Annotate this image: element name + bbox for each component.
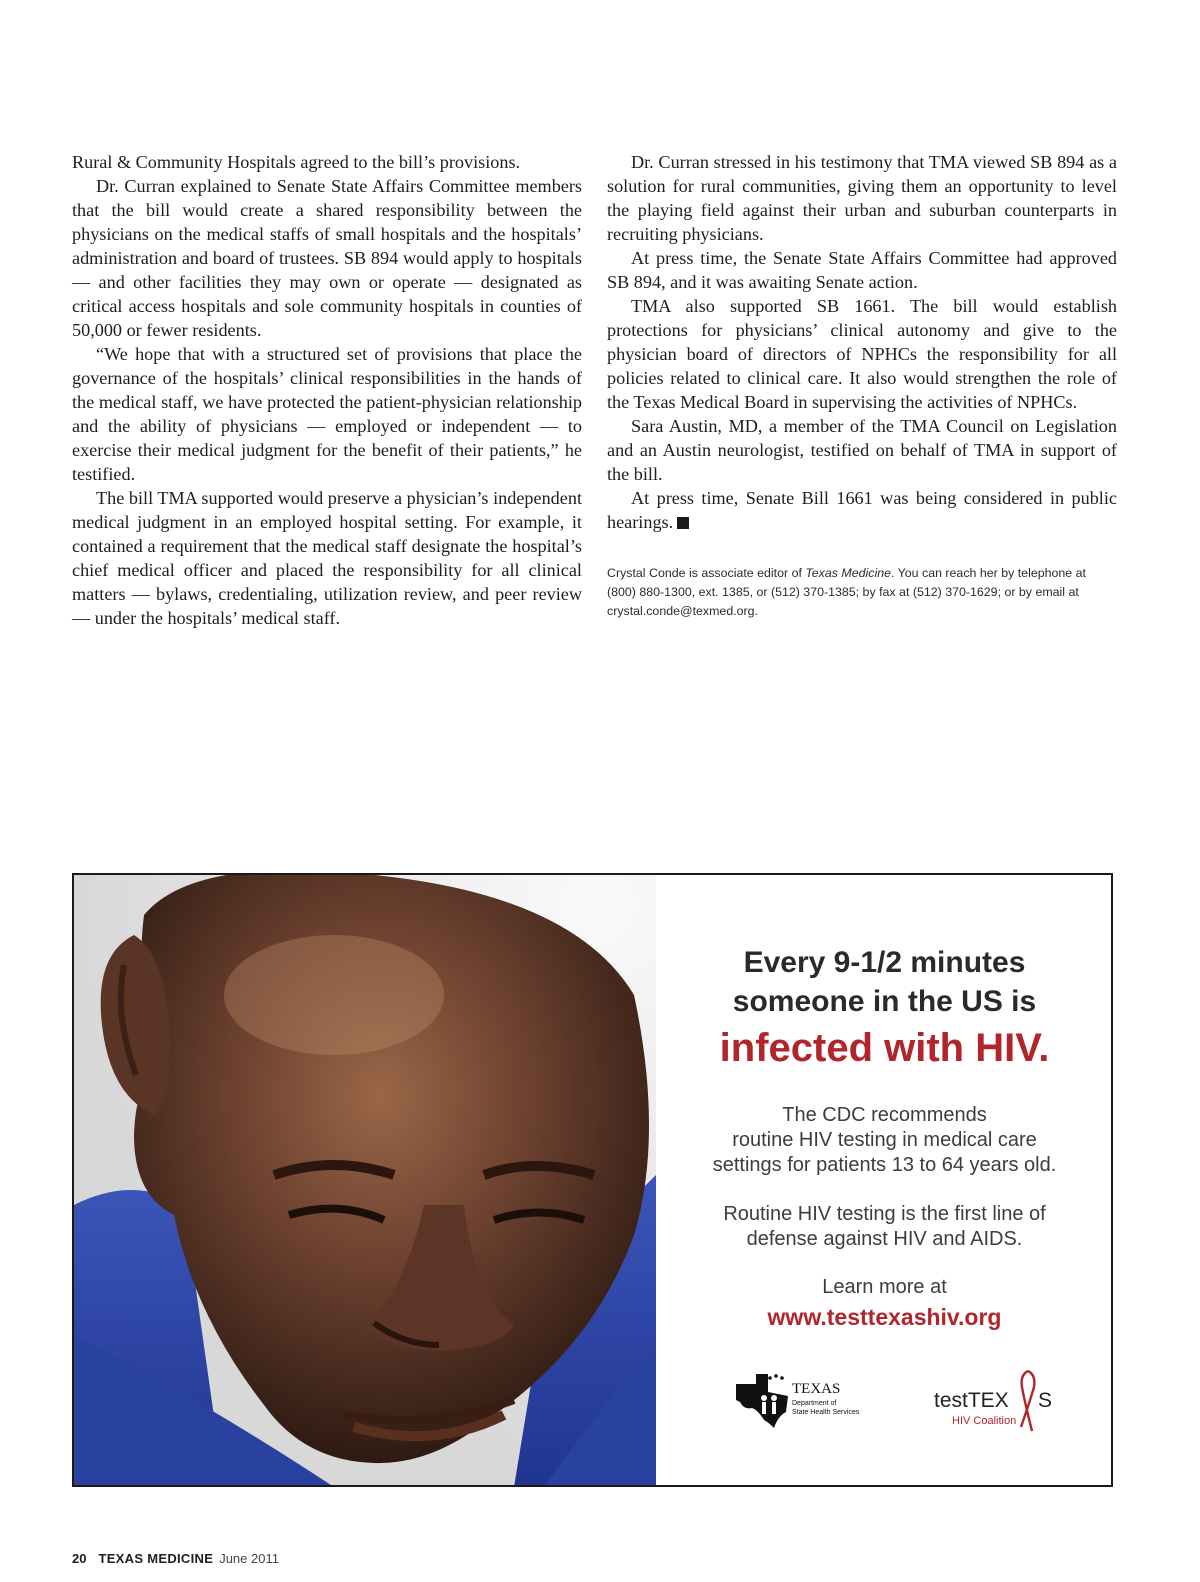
test-texas-logo-left: testTEX [934, 1389, 1009, 1412]
ad-photo-man-looking-down [74, 875, 656, 1487]
ad-headline-line2: someone in the US is [732, 985, 1037, 1018]
test-texas-hiv-coalition-logo [934, 1367, 1064, 1437]
article-column-left [72, 150, 582, 630]
ad-headline-line1: Every 9-1/2 minutes [743, 946, 1026, 979]
ad-body1-line1: The CDC recommends [782, 1104, 987, 1126]
ad-body1-line2: routine HIV testing in medical care [732, 1129, 1037, 1151]
hiv-testing-advertisement [72, 873, 1113, 1487]
article-paragraph: At press time, the Senate State Affairs Committee had approved SB 894, and it was awaiting Senate action. [607, 248, 1117, 292]
ad-copy-panel [656, 875, 1113, 1487]
author-bio-contact: . You can reach her by telephone at (800) 880-1300, ext. 1385, or (512) 370-1385; by fax at (512) 370-1629; or by email at crystal.conde@texmed.org. [607, 566, 1086, 618]
article-column-right [607, 150, 1117, 621]
texas-logo-title: TEXAS [792, 1381, 841, 1397]
article-paragraph: Rural & Community Hospitals agreed to the bill’s provisions. [72, 152, 521, 172]
texas-logo-sub2: State Health Services [792, 1409, 860, 1416]
article-paragraph: Sara Austin, MD, a member of the TMA Council on Legislation and an Austin neurologist, testified on behalf of TMA in support of the bill. [607, 416, 1117, 484]
test-texas-logo-right: S [1038, 1389, 1053, 1412]
ad-body2-line1: Routine HIV testing is the first line of [723, 1203, 1046, 1225]
author-bio-publication: Texas Medicine [805, 566, 891, 580]
article-paragraph-text: At press time, Senate Bill 1661 was being considered in public hearings. [607, 488, 1117, 532]
author-bio [607, 564, 1117, 621]
article-paragraph: Dr. Curran explained to Senate State Affairs Committee members that the bill would create a shared responsibility between the physicians on the medical staffs of small hospitals and the hospitals’ administration and board of trustees. SB 894 would apply to hospitals — and other facilities they may own or operate — designated as critical access hospitals and sole community hospitals in counties of 50,000 or fewer residents. [72, 176, 582, 340]
ad-body2-line2: defense against HIV and AIDS. [746, 1228, 1023, 1250]
author-bio-text: Crystal Conde is associate editor of [607, 566, 806, 580]
article-paragraph: TMA also supported SB 1661. The bill would establish protections for physicians’ clinical autonomy and give to the physician board of directors of NPHCs the responsibility for all policies related to clinical care. It also would strengthen the role of the Texas Medical Board in supervising the activities of NPHCs. [607, 296, 1117, 412]
ad-headline-red: infected with HIV. [719, 1026, 1050, 1070]
ad-body1-line3: settings for patients 13 to 64 years old. [712, 1154, 1057, 1176]
texas-logo-sub1: Department of [792, 1400, 837, 1407]
test-texas-logo-sub: HIV Coalition [952, 1415, 1017, 1427]
end-of-article-mark [677, 517, 689, 529]
article-paragraph: “We hope that with a structured set of provisions that place the governance of the hospitals’ clinical responsibilities in the hands of the medical staff, we have protected the patient-physician relationship and the ability of physicians — employed or independent — to exercise their medical judgment for the benefit of their patients,” he testified. [72, 344, 582, 484]
ad-website-link[interactable]: www.testtexashiv.org [767, 1304, 1002, 1330]
page-number: 20 [72, 1551, 87, 1566]
issue-date: June 2011 [219, 1551, 279, 1566]
article-paragraph: The bill TMA supported would preserve a physician’s independent medical judgment in an employed hospital setting. For example, it contained a requirement that the medical staff designate the hospital’s chief medical officer and placed the responsibility for all clinical matters — bylaws, credentialing, utilization review, and peer review — under the hospitals’ medical staff. [72, 488, 582, 628]
red-ribbon-icon [1018, 1367, 1038, 1435]
magazine-name: TEXAS MEDICINE [98, 1551, 214, 1566]
page-footer [72, 1551, 279, 1566]
ad-learn-more: Learn more at [822, 1276, 947, 1298]
ad-photo-illustration [74, 875, 656, 1487]
article-paragraph-last [607, 486, 1117, 534]
texas-dshs-logo [734, 1372, 884, 1432]
article-paragraph: Dr. Curran stressed in his testimony that TMA viewed SB 894 as a solution for rural communities, giving them an opportunity to level the playing field against their urban and suburban counterparts in recruiting physicians. [607, 152, 1117, 244]
